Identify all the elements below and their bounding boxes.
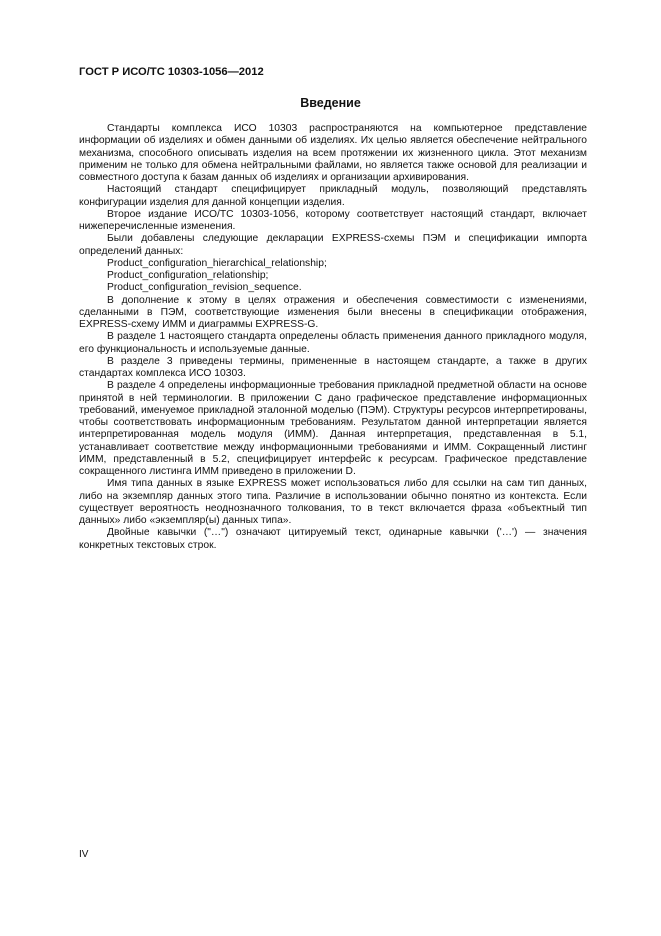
paragraph: В дополнение к этому в целях отражения и обеспечения совместимости с изменениями, сделанными в ПЭМ, соответствующие изменения были внесены в спецификации отображения, EXPRESS-схему ИММ и диаграммы EXPRESS-G. [79, 294, 587, 330]
paragraph: В разделе 4 определены информационные требования прикладной предметной области на основе принятой в ней терминологии. В приложении С дано графическое представление информационных требований, именуемое прикладной эталонной моделью (ПЭМ). Структуры ресурсов интерпретированы, чтобы соответствовать информационным требованиям. Результатом данной интерпретации является интерпретированная модель модуля (ИММ). Данная интерпретация, представленная в 5.1, устанавливает соответствие между информационными требованиями и ИММ. Сокращенный листинг ИММ, представленный в 5.2, специфицирует интерфейс к ресурсам. Графическое представление сокращенного листинга ИММ приведено в приложении D. [79, 380, 587, 477]
page-number: IV [79, 849, 89, 860]
paragraph: В разделе 3 приведены термины, примененные в настоящем стандарте, а также в других стандартах комплекса ИСО 10303. [79, 355, 587, 379]
paragraph: Были добавлены следующие декларации EXPRESS-схемы ПЭМ и спецификации импорта определений данных: [79, 233, 587, 257]
list-item: Product_configuration_hierarchical_relationship; [107, 257, 327, 269]
paragraph: Настоящий стандарт специфицирует прикладный модуль, позволяющий представлять конфигурации изделия для данной концепции изделия. [79, 184, 587, 208]
list-item: Product_configuration_revision_sequence. [107, 282, 302, 294]
paragraph: В разделе 1 настоящего стандарта определены область применения данного прикладного модуля, его функциональность и используемые данные. [79, 331, 587, 355]
section-title: Введение [300, 96, 361, 110]
paragraph: Стандарты комплекса ИСО 10303 распространяются на компьютерное представление информации об изделиях и обмен данными об изделиях. Их целью является обеспечение нейтрального механизма, способного описывать изделия на всем протяжении их жизненного цикла. Этот механизм применим не только для обмена нейтральными файлами, но является также основой для реализации и совместного доступа к базам данных об изделиях и организации архивирования. [79, 123, 587, 183]
paragraph: Двойные кавычки ("…") означают цитируемый текст, одинарные кавычки ('…') — значения конкретных текстовых строк. [79, 527, 587, 551]
paragraph: Имя типа данных в языке EXPRESS может использоваться либо для ссылки на сам тип данных, либо на экземпляр данных этого типа. Различие в использовании обычно понятно из контекста. Если существует вероятность неоднозначного толкования, то в текст включается фраза «объектный тип данных» либо «экземпляр(ы) данных типа». [79, 478, 587, 526]
list-item: Product_configuration_relationship; [107, 270, 269, 281]
document-header-id: ГОСТ Р ИСО/ТС 10303-1056—2012 [79, 66, 264, 78]
body-text [79, 123, 587, 552]
paragraph: Второе издание ИСО/ТС 10303-1056, которому соответствует настоящий стандарт, включает нижеперечисленные изменения. [79, 208, 587, 232]
